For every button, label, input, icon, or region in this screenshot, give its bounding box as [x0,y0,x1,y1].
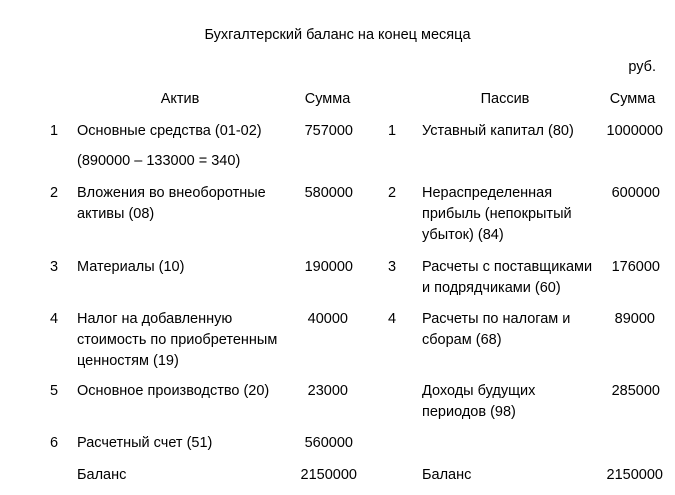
liability-row-1-num: 1 [388,123,397,139]
liability-row-1-sum: 1000000 [606,123,663,139]
asset-row-5-num: 5 [50,383,59,399]
liability-total-sum: 2150000 [606,467,663,483]
asset-row-4-num: 4 [50,311,59,327]
header-asset: Актив [160,91,200,107]
liability-row-4-sum: 89000 [614,311,655,327]
asset-row-3-sum: 190000 [304,259,353,275]
liability-row-5-sum: 285000 [611,383,660,399]
header-liability: Пассив [480,91,530,107]
liability-row-3-sum: 176000 [611,259,660,275]
liability-row-5-name: Доходы будущих периодов (98) [422,383,536,420]
liability-row-3-name: Расчеты с поставщиками и подрядчиками (60) [422,259,593,296]
header-sum-asset: Сумма [304,91,351,107]
asset-row-5-sum: 23000 [307,383,348,399]
liability-row-4-num: 4 [388,311,397,327]
header-sum-liability: Сумма [609,91,656,107]
asset-row-6-sum: 560000 [304,435,353,451]
asset-row-4-sum: 40000 [307,311,348,327]
asset-row-6-num: 6 [50,435,59,451]
asset-row-2-name: Вложения во внеоборотные активы (08) [77,185,266,222]
asset-row-1-num: 1 [50,123,59,139]
asset-row-6-name: Расчетный счет (51) [77,435,213,451]
asset-row-1-note: (890000 – 133000 = 340) [77,153,241,169]
liability-row-2-sum: 600000 [611,185,660,201]
asset-row-5-name: Основное производство (20) [77,383,270,399]
liability-row-2-num: 2 [388,185,397,201]
liability-total-label: Баланс [422,467,472,483]
asset-row-1-name: Основные средства (01-02) [77,123,262,139]
liability-row-3-num: 3 [388,259,397,275]
liability-row-4-name: Расчеты по налогам и сборам (68) [422,311,571,348]
asset-row-2-num: 2 [50,185,59,201]
asset-row-4-name: Налог на добавленную стоимость по приобретенным ценностям (19) [77,311,278,369]
liability-row-1-name: Уставный капитал (80) [422,123,574,139]
asset-row-1-sum: 757000 [304,123,353,139]
currency-unit: руб. [628,59,656,75]
liability-row-2-name: Нераспределенная прибыль (непокрытый убыток) (84) [422,185,572,243]
asset-row-3-num: 3 [50,259,59,275]
asset-row-2-sum: 580000 [304,185,353,201]
asset-row-3-name: Материалы (10) [77,259,185,275]
asset-total-sum: 2150000 [300,467,357,483]
asset-total-label: Баланс [77,467,127,483]
page-title: Бухгалтерский баланс на конец месяца [204,27,471,43]
